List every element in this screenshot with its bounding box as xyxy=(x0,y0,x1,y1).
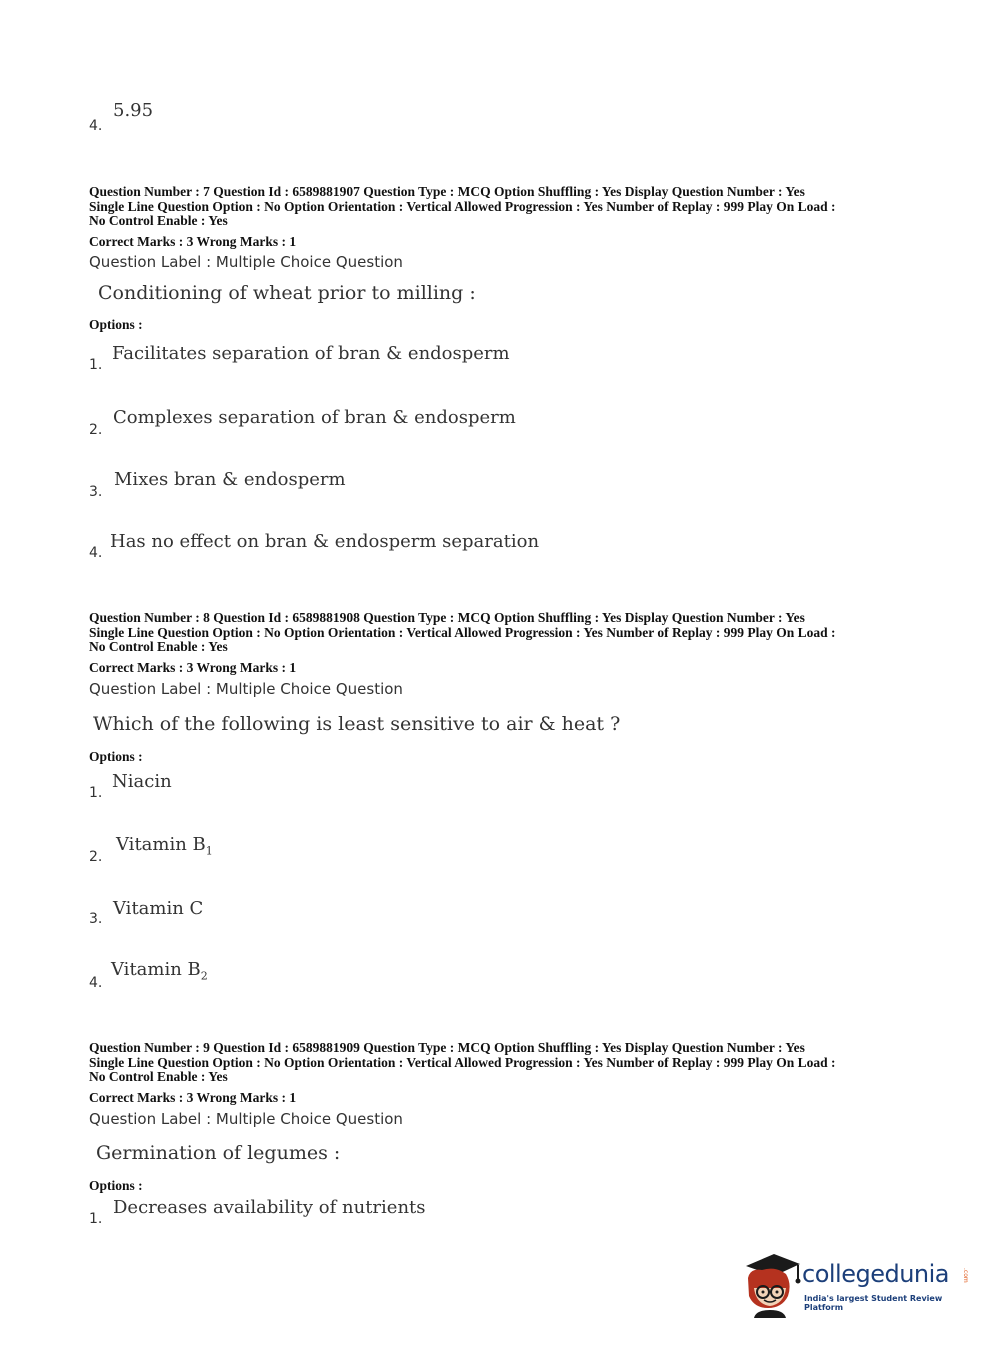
logo-com: .com xyxy=(962,1268,969,1283)
collegedunia-logo xyxy=(740,1248,970,1318)
option-number: 4. xyxy=(89,975,103,991)
option-text: Vitamin C xyxy=(113,898,204,919)
option-number: 2. xyxy=(89,422,103,438)
option-text: Mixes bran & endosperm xyxy=(114,469,346,490)
option-number: 3. xyxy=(89,484,103,500)
option-number: 1. xyxy=(89,1211,103,1227)
option-text: Facilitates separation of bran & endosperm xyxy=(112,343,510,364)
option-number: 1. xyxy=(89,785,103,801)
option-number: 1. xyxy=(89,357,103,373)
question-label: Question Label : Multiple Choice Question xyxy=(89,1110,403,1128)
option-number: 3. xyxy=(89,911,103,927)
prev-option-number: 4. xyxy=(89,118,103,134)
option-text: Niacin xyxy=(112,771,172,792)
question-meta: Question Number : 9 Question Id : 6589881909 Question Type : MCQ Option Shuffling : Yes Display Question Number : Yes Single Line Question Option : No Option Orientation : Vertical Allowed Progression : Yes Number of Replay : 999 Play On Load : No Control Enable : Yes xyxy=(89,1040,836,1084)
option-number: 4. xyxy=(89,545,103,561)
options-label: Options : xyxy=(89,749,143,764)
option-text: Has no effect on bran & endosperm separation xyxy=(110,531,540,552)
question-marks: Correct Marks : 3 Wrong Marks : 1 xyxy=(89,234,297,249)
question-label: Question Label : Multiple Choice Question xyxy=(89,253,403,271)
question-label: Question Label : Multiple Choice Question xyxy=(89,680,403,698)
option-text: Complexes separation of bran & endosperm xyxy=(113,407,516,428)
question-text: Germination of legumes : xyxy=(96,1142,341,1164)
prev-option-text: 5.95 xyxy=(113,100,154,121)
options-label: Options : xyxy=(89,317,143,332)
question-marks: Correct Marks : 3 Wrong Marks : 1 xyxy=(89,660,297,675)
option-text: Vitamin $B_1$ xyxy=(116,834,213,858)
logo-tagline: India's largest Student Review Platform xyxy=(804,1294,943,1312)
question-text: Which of the following is least sensitive to air & heat ? xyxy=(93,713,621,735)
options-label: Options : xyxy=(89,1178,143,1193)
question-meta: Question Number : 8 Question Id : 6589881908 Question Type : MCQ Option Shuffling : Yes Display Question Number : Yes Single Line Question Option : No Option Orientation : Vertical Allowed Progression : Yes Number of Replay : 999 Play On Load : No Control Enable : Yes xyxy=(89,610,836,654)
option-text: Vitamin $B_2$ xyxy=(111,959,208,983)
option-number: 2. xyxy=(89,849,103,865)
logo-wordmark: collegedunia xyxy=(802,1260,950,1288)
question-marks: Correct Marks : 3 Wrong Marks : 1 xyxy=(89,1090,297,1105)
option-text: Decreases availability of nutrients xyxy=(113,1197,426,1218)
mascot-graduate-icon xyxy=(740,1248,802,1318)
question-meta: Question Number : 7 Question Id : 6589881907 Question Type : MCQ Option Shuffling : Yes Display Question Number : Yes Single Line Question Option : No Option Orientation : Vertical Allowed Progression : Yes Number of Replay : 999 Play On Load : No Control Enable : Yes xyxy=(89,184,836,228)
question-text: Conditioning of wheat prior to milling : xyxy=(98,282,476,304)
